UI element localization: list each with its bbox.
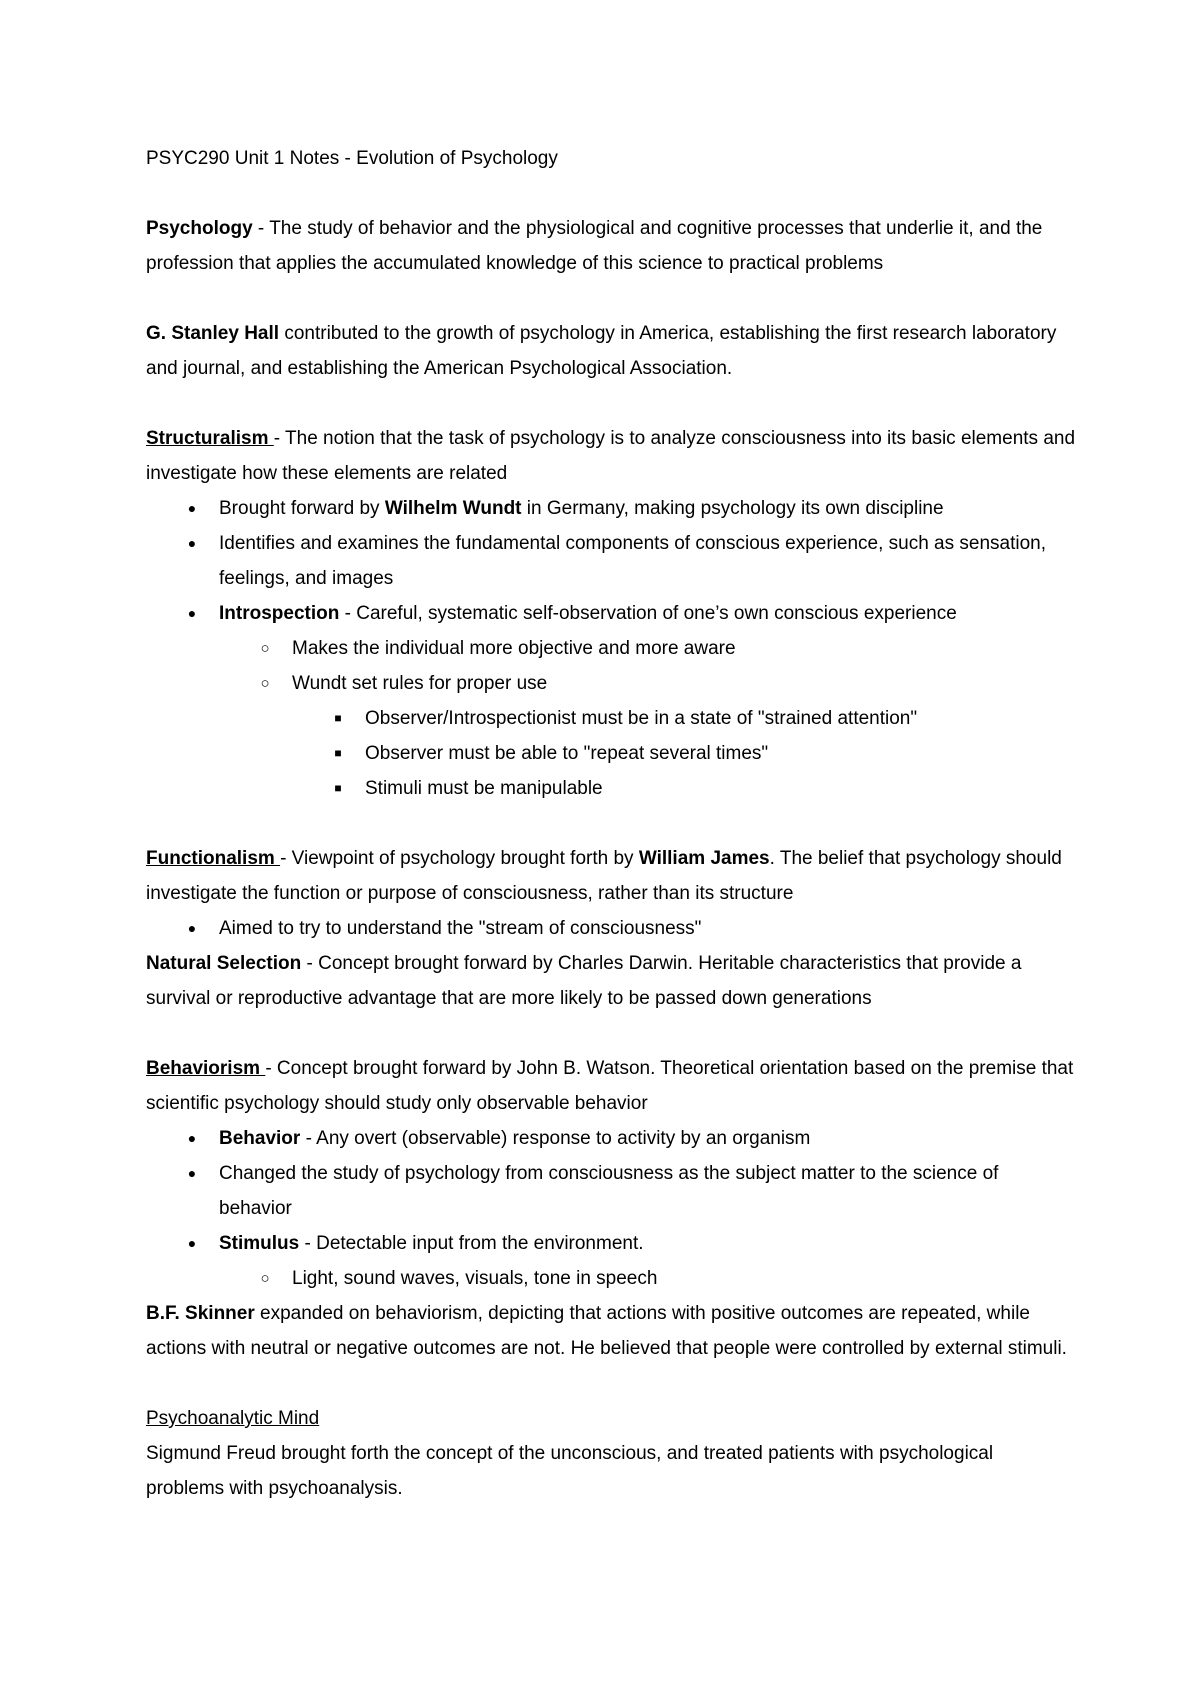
document-body [146, 141, 1076, 1506]
square-bullet-icon: ■ [334, 711, 342, 725]
list-item [146, 631, 1076, 666]
list-item [146, 596, 1076, 631]
natural-selection-definition [146, 946, 1076, 1016]
list-item-text: - Careful, systematic self-observation of one’s own conscious experience [339, 603, 957, 624]
spacer [146, 281, 1076, 316]
name-wundt: Wilhelm Wundt [384, 498, 522, 519]
list-item [146, 911, 1076, 946]
natural-selection-def-text: - Concept brought forward by Charles Darwin. Heritable characteristics that provide a survival or reproductive advantage that are more likely to be passed down generations [146, 953, 1022, 1009]
hall-text: contributed to the growth of psychology in America, establishing the first research laboratory and journal, and establishing the American Psychological Association. [146, 323, 1057, 379]
list-item-text: - Detectable input from the environment. [299, 1233, 644, 1254]
bullet-icon: ● [187, 1235, 197, 1251]
behaviorism-definition [146, 1051, 1076, 1121]
spacer [146, 1016, 1076, 1051]
list-item [146, 736, 1076, 771]
spacer [146, 806, 1076, 841]
term-behaviorism: Behaviorism [146, 1058, 266, 1079]
list-item-text: Observer/Introspectionist must be in a state of "strained attention" [365, 708, 918, 729]
circle-bullet-icon: ○ [260, 675, 270, 692]
term-introspection: Introspection [219, 603, 340, 624]
list-item [146, 1261, 1076, 1296]
term-stimulus: Stimulus [219, 1233, 300, 1254]
bullet-icon: ● [187, 535, 197, 551]
list-item-text: Stimuli must be manipulable [365, 778, 603, 799]
hall-paragraph [146, 316, 1076, 386]
bullet-icon: ● [187, 605, 197, 621]
bullet-icon: ● [187, 500, 197, 516]
name-hall: G. Stanley Hall [146, 323, 280, 344]
psychoanalytic-heading: Psychoanalytic Mind [146, 1408, 320, 1429]
list-item [146, 666, 1076, 701]
functionalism-def-text: . The belief that psychology should investigate the function or purpose of consciousness, rather than its structure [146, 848, 1062, 904]
structuralism-def-text: - The notion that the task of psychology is to analyze consciousness into its basic elements and investigate how these elements are related [146, 428, 1076, 484]
bullet-icon: ● [187, 1165, 197, 1181]
structuralism-definition [146, 421, 1076, 491]
behaviorism-def-text: - Concept brought forward by John B. Watson. Theoretical orientation based on the premise that scientific psychology should study only observable behavior [146, 1058, 1074, 1114]
list-item [146, 1121, 1076, 1156]
square-bullet-icon: ■ [334, 746, 342, 760]
list-item-text: in Germany, making psychology its own discipline [521, 498, 944, 519]
list-item-text: Makes the individual more objective and more aware [292, 638, 736, 659]
functionalism-definition [146, 841, 1076, 911]
psychology-def-text: - The study of behavior and the physiological and cognitive processes that underlie it, and the profession that applies the accumulated knowledge of this science to practical problems [146, 218, 1043, 274]
spacer [146, 1366, 1076, 1401]
spacer [146, 176, 1076, 211]
circle-bullet-icon: ○ [260, 640, 270, 657]
skinner-paragraph [146, 1296, 1076, 1366]
list-item [146, 526, 1076, 596]
spacer [146, 386, 1076, 421]
bullet-icon: ● [187, 920, 197, 936]
skinner-text: expanded on behaviorism, depicting that actions with positive outcomes are repeated, while actions with neutral or negative outcomes are not. He believed that people were controlled by external stimuli. [146, 1303, 1067, 1359]
list-item [146, 1226, 1076, 1261]
psychoanalytic-paragraph: Sigmund Freud brought forth the concept of the unconscious, and treated patients with psychological problems with psychoanalysis. [146, 1443, 994, 1499]
list-item [146, 701, 1076, 736]
bullet-icon: ● [187, 1130, 197, 1146]
name-skinner: B.F. Skinner [146, 1303, 255, 1324]
list-item-text: - Any overt (observable) response to activity by an organism [300, 1128, 811, 1149]
list-item-text: Observer must be able to "repeat several times" [365, 743, 769, 764]
list-item-text: Aimed to try to understand the "stream of consciousness" [219, 918, 702, 939]
term-functionalism: Functionalism [146, 848, 281, 869]
document-title: PSYC290 Unit 1 Notes - Evolution of Psychology [146, 148, 558, 169]
square-bullet-icon: ■ [334, 781, 342, 795]
list-item-text: Changed the study of psychology from consciousness as the subject matter to the science of behavior [219, 1163, 999, 1219]
list-item [146, 491, 1076, 526]
list-item-text: Brought forward by [219, 498, 385, 519]
circle-bullet-icon: ○ [260, 1270, 270, 1287]
list-item [146, 1156, 1076, 1226]
list-item-text: Light, sound waves, visuals, tone in speech [292, 1268, 658, 1289]
term-natural-selection: Natural Selection [146, 953, 302, 974]
psychology-definition [146, 211, 1076, 281]
list-item-text: Wundt set rules for proper use [292, 673, 548, 694]
term-structuralism: Structuralism [146, 428, 274, 449]
term-psychology: Psychology [146, 218, 253, 239]
list-item [146, 771, 1076, 806]
name-james: William James [638, 848, 770, 869]
term-behavior: Behavior [219, 1128, 301, 1149]
functionalism-def-text: - Viewpoint of psychology brought forth by [280, 848, 639, 869]
list-item-text: Identifies and examines the fundamental components of conscious experience, such as sensation, feelings, and images [219, 533, 1047, 589]
